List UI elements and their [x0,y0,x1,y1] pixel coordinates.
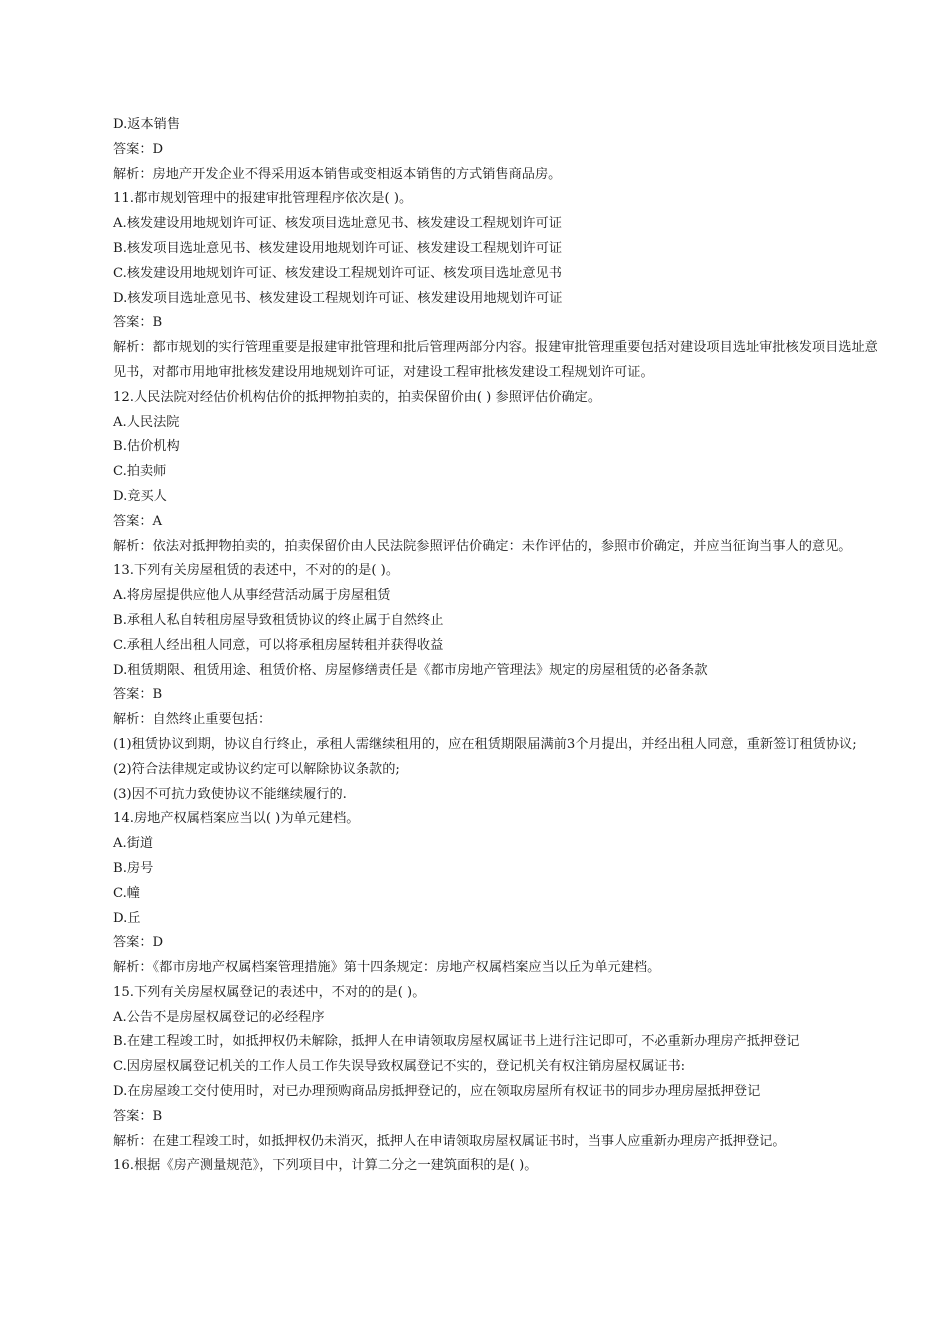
document-body [113,113,883,1179]
option-line: A.核发建设用地规划许可证、核发项目选址意见书、核发建设工程规划许可证 [113,216,562,232]
option-line: D.竞买人 [113,488,167,504]
explanation-line: (3)因不可抗力致使协议不能继续履行的. [113,786,347,802]
option-line: C.核发建设用地规划许可证、核发建设工程规划许可证、核发项目选址意见书 [113,265,562,281]
question-line: 13.下列有关房屋租赁的表述中，不对的的是( )。 [113,563,400,579]
option-line: A.公告不是房屋权属登记的必经程序 [113,1009,325,1025]
option-line: C.拍卖师 [113,464,167,480]
option-line: B.核发项目选址意见书、核发建设用地规划许可证、核发建设工程规划许可证 [113,240,563,256]
option-line: B.在建工程竣工时，如抵押权仍未解除，抵押人在申请领取房屋权属证书上进行注记即可，不必重新办理房产抵押登记 [113,1034,800,1050]
option-line: D.核发项目选址意见书、核发建设工程规划许可证、核发建设用地规划许可证 [113,290,563,306]
explanation-line: 解析：都市规划的实行管理重要是报建审批管理和批后管理两部分内容。报建审批管理重要包括对建设项目选址审批核发项目选址意见书，对都市用地审批核发建设用地规划许可证，对建设工程审批核发建设工程规划许可证。 [113,340,878,380]
option-line: B.房号 [113,860,154,876]
answer-line: 答案：D [113,935,164,951]
question-line: 15.下列有关房屋权属登记的表述中，不对的的是( )。 [113,984,426,1000]
explanation-line: 解析：《都市房地产权属档案管理措施》第十四条规定：房地产权属档案应当以丘为单元建档。 [113,960,661,976]
question-line: 11.都市规划管理中的报建审批管理程序依次是( )。 [113,191,413,207]
question-line: 16.根据《房产测量规范》，下列项目中，计算二分之一建筑面积的是( )。 [113,1158,538,1174]
answer-line: 答案：B [113,1108,163,1124]
answer-line: 答案：B [113,687,163,703]
explanation-line: 解析：房地产开发企业不得采用返本销售或变相返本销售的方式销售商品房。 [113,166,562,182]
answer-line: 答案：A [113,513,163,529]
option-line: D.租赁期限、租赁用途、租赁价格、房屋修缮责任是《都市房地产管理法》规定的房屋租赁的必备条款 [113,662,708,678]
explanation-line: (1)租赁协议到期，协议自行终止，承租人需继续租用的，应在租赁期限届满前3个月提出，并经出租人同意，重新签订租赁协议; [113,736,857,752]
option-line: A.街道 [113,836,154,852]
option-line: D.丘 [113,910,141,926]
question-line: 14.房地产权属档案应当以( )为单元建档。 [113,811,360,827]
answer-line: 答案：B [113,315,163,331]
answer-line: 答案：D [113,141,164,157]
option-line: D.返本销售 [113,117,181,132]
option-line: B.估价机构 [113,439,180,455]
question-line: 12.人民法院对经估价机构估价的抵押物拍卖的，拍卖保留价由( ) 参照评估价确定。 [113,389,602,405]
explanation-line: (2)符合法律规定或协议约定可以解除协议条款的; [113,761,400,777]
option-line: A.人民法院 [113,414,180,430]
option-line: D.在房屋竣工交付使用时，对已办理预购商品房抵押登记的，应在领取房屋所有权证书的同步办理房屋抵押登记 [113,1084,761,1100]
option-line: A.将房屋提供应他人从事经营活动属于房屋租赁 [113,588,391,604]
option-line: C.幢 [113,885,140,901]
explanation-line: 解析：依法对抵押物拍卖的，拍卖保留价由人民法院参照评估价确定：未作评估的，参照市价确定，并应当征询当事人的意见。 [113,538,852,554]
option-line: B.承租人私自转租房屋导致租赁协议的终止属于自然终止 [113,612,444,628]
option-line: C.因房屋权属登记机关的工作人员工作失误导致权属登记不实的，登记机关有权注销房屋权属证书: [113,1059,686,1075]
explanation-line: 解析：自然终止重要包括： [113,712,272,728]
option-line: C.承租人经出租人同意，可以将承租房屋转租并获得收益 [113,637,444,653]
explanation-line: 解析：在建工程竣工时，如抵押权仍未消灭，抵押人在申请领取房屋权属证书时，当事人应重新办理房产抵押登记。 [113,1133,786,1149]
